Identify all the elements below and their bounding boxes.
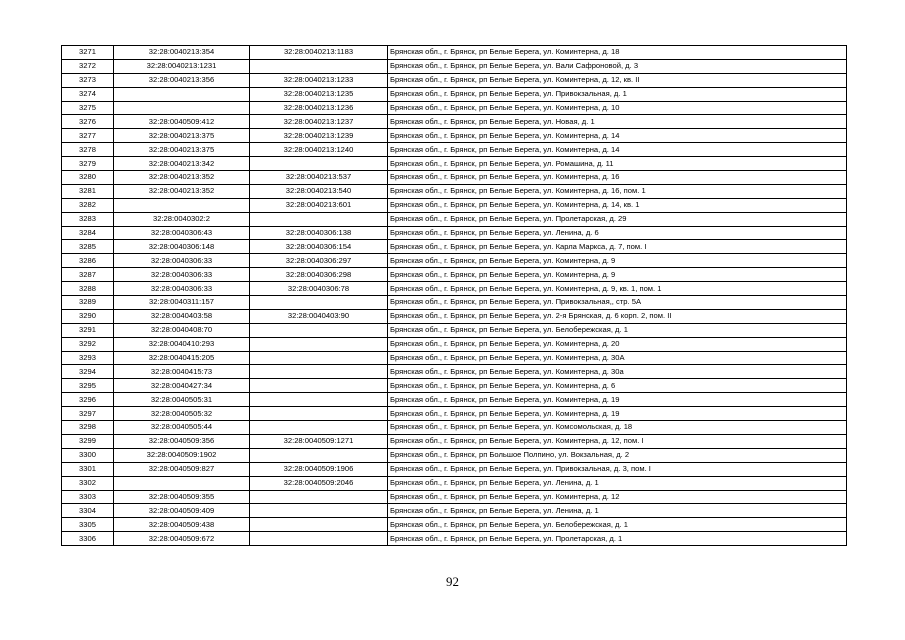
- table-row: [62, 504, 847, 518]
- object-cadastral-number-cell: 32:28:0040213:1233: [250, 73, 388, 87]
- address-cell: Брянская обл., г. Брянск, рп Белые Берега, ул. Вали Сафроновой, д. 3: [388, 59, 847, 73]
- land-cadastral-number-cell: 32:28:0040415:205: [114, 351, 250, 365]
- row-number-cell: 3287: [62, 268, 114, 282]
- land-cadastral-number-cell: 32:28:0040408:70: [114, 323, 250, 337]
- address-cell: Брянская обл., г. Брянск, рп Белые Берега, ул. Коминтерна, д. 18: [388, 46, 847, 60]
- object-cadastral-number-cell: 32:28:0040213:1237: [250, 115, 388, 129]
- land-cadastral-number-cell: 32:28:0040213:352: [114, 184, 250, 198]
- land-cadastral-number-cell: 32:28:0040213:375: [114, 129, 250, 143]
- table-row: [62, 337, 847, 351]
- land-cadastral-number-cell: [114, 87, 250, 101]
- table-row: [62, 46, 847, 60]
- address-cell: Брянская обл., г. Брянск, рп Белые Берега, ул. Коминтерна, д. 20: [388, 337, 847, 351]
- address-cell: Брянская обл., г. Брянск, рп Белые Берега, ул. Ленина, д. 1: [388, 476, 847, 490]
- object-cadastral-number-cell: [250, 157, 388, 171]
- table-row: [62, 143, 847, 157]
- row-number-cell: 3279: [62, 157, 114, 171]
- address-cell: Брянская обл., г. Брянск, рп Белые Берега, ул. Коминтерна, д. 16: [388, 171, 847, 185]
- address-cell: Брянская обл., г. Брянск, рп Белые Берега, ул. Ленина, д. 6: [388, 226, 847, 240]
- object-cadastral-number-cell: [250, 393, 388, 407]
- table-row: [62, 254, 847, 268]
- address-cell: Брянская обл., г. Брянск, рп Белые Берега, ул. Коминтерна, д. 14: [388, 143, 847, 157]
- object-cadastral-number-cell: [250, 518, 388, 532]
- object-cadastral-number-cell: 32:28:0040306:138: [250, 226, 388, 240]
- row-number-cell: 3277: [62, 129, 114, 143]
- row-number-cell: 3294: [62, 365, 114, 379]
- address-cell: Брянская обл., г. Брянск, рп Белые Берега, ул. Коминтерна, д. 14: [388, 129, 847, 143]
- table-row: [62, 421, 847, 435]
- table-row: [62, 59, 847, 73]
- row-number-cell: 3304: [62, 504, 114, 518]
- object-cadastral-number-cell: 32:28:0040509:1271: [250, 434, 388, 448]
- address-cell: Брянская обл., г. Брянск, рп Белые Берега, ул. Коминтерна, д. 19: [388, 407, 847, 421]
- row-number-cell: 3293: [62, 351, 114, 365]
- object-cadastral-number-cell: [250, 323, 388, 337]
- land-cadastral-number-cell: 32:28:0040213:356: [114, 73, 250, 87]
- land-cadastral-number-cell: 32:28:0040213:375: [114, 143, 250, 157]
- address-cell: Брянская обл., г. Брянск, рп Белые Берега, ул. Коминтерна, д. 14, кв. 1: [388, 198, 847, 212]
- object-cadastral-number-cell: 32:28:0040213:540: [250, 184, 388, 198]
- object-cadastral-number-cell: 32:28:0040306:78: [250, 282, 388, 296]
- land-cadastral-number-cell: 32:28:0040302:2: [114, 212, 250, 226]
- address-cell: Брянская обл., г. Брянск, рп Белые Берега, ул. Белобережская, д. 1: [388, 323, 847, 337]
- address-cell: Брянская обл., г. Брянск, рп Белые Берега, ул. Коминтерна, д. 19: [388, 393, 847, 407]
- address-cell: Брянская обл., г. Брянск, рп Белые Берега, ул. Белобережская, д. 1: [388, 518, 847, 532]
- table-row: [62, 351, 847, 365]
- address-cell: Брянская обл., г. Брянск, рп Белые Берега, ул. Коминтерна, д. 9: [388, 268, 847, 282]
- address-cell: Брянская обл., г. Брянск, рп Белые Берега, ул. Ленина, д. 1: [388, 504, 847, 518]
- object-cadastral-number-cell: 32:28:0040213:601: [250, 198, 388, 212]
- table-row: [62, 282, 847, 296]
- table-row: [62, 184, 847, 198]
- object-cadastral-number-cell: 32:28:0040306:298: [250, 268, 388, 282]
- address-cell: Брянская обл., г. Брянск, рп Белые Берега, ул. Коминтерна, д. 30а: [388, 365, 847, 379]
- land-cadastral-number-cell: 32:28:0040505:31: [114, 393, 250, 407]
- object-cadastral-number-cell: [250, 407, 388, 421]
- land-cadastral-number-cell: 32:28:0040415:73: [114, 365, 250, 379]
- object-cadastral-number-cell: [250, 296, 388, 310]
- row-number-cell: 3278: [62, 143, 114, 157]
- object-cadastral-number-cell: [250, 532, 388, 546]
- address-cell: Брянская обл., г. Брянск, рп Белые Берега, ул. Коминтерна, д. 12: [388, 490, 847, 504]
- row-number-cell: 3297: [62, 407, 114, 421]
- table-row: [62, 157, 847, 171]
- land-cadastral-number-cell: 32:28:0040410:293: [114, 337, 250, 351]
- object-cadastral-number-cell: [250, 59, 388, 73]
- page-number: 92: [446, 574, 459, 589]
- table-row: [62, 490, 847, 504]
- table-row: [62, 240, 847, 254]
- land-cadastral-number-cell: [114, 101, 250, 115]
- table-row: [62, 518, 847, 532]
- object-cadastral-number-cell: 32:28:0040403:90: [250, 309, 388, 323]
- table-row: [62, 101, 847, 115]
- land-cadastral-number-cell: 32:28:0040306:33: [114, 254, 250, 268]
- row-number-cell: 3302: [62, 476, 114, 490]
- address-cell: Брянская обл., г. Брянск, рп Белые Берега, ул. Коминтерна, д. 6: [388, 379, 847, 393]
- address-cell: Брянская обл., г. Брянск, рп Белые Берега, ул. Пролетарская, д. 1: [388, 532, 847, 546]
- land-cadastral-number-cell: 32:28:0040505:44: [114, 421, 250, 435]
- table-row: [62, 115, 847, 129]
- land-cadastral-number-cell: 32:28:0040509:412: [114, 115, 250, 129]
- row-number-cell: 3276: [62, 115, 114, 129]
- table-row: [62, 226, 847, 240]
- land-cadastral-number-cell: 32:28:0040509:438: [114, 518, 250, 532]
- address-cell: Брянская обл., г. Брянск, рп Белые Берега, ул. Комсомольская, д. 18: [388, 421, 847, 435]
- object-cadastral-number-cell: [250, 337, 388, 351]
- land-cadastral-number-cell: 32:28:0040306:43: [114, 226, 250, 240]
- land-cadastral-number-cell: 32:28:0040306:148: [114, 240, 250, 254]
- row-number-cell: 3271: [62, 46, 114, 60]
- object-cadastral-number-cell: 32:28:0040213:1235: [250, 87, 388, 101]
- object-cadastral-number-cell: 32:28:0040509:2046: [250, 476, 388, 490]
- land-cadastral-number-cell: 32:28:0040509:355: [114, 490, 250, 504]
- registry-table-body: [62, 46, 847, 546]
- row-number-cell: 3284: [62, 226, 114, 240]
- object-cadastral-number-cell: 32:28:0040213:1240: [250, 143, 388, 157]
- land-cadastral-number-cell: 32:28:0040509:672: [114, 532, 250, 546]
- address-cell: Брянская обл., г. Брянск, рп Белые Берега, ул. Пролетарская, д. 29: [388, 212, 847, 226]
- object-cadastral-number-cell: 32:28:0040213:537: [250, 171, 388, 185]
- table-row: [62, 393, 847, 407]
- address-cell: Брянская обл., г. Брянск, рп Белые Берега, ул. Привокзальная,, стр. 5А: [388, 296, 847, 310]
- table-row: [62, 129, 847, 143]
- row-number-cell: 3292: [62, 337, 114, 351]
- row-number-cell: 3289: [62, 296, 114, 310]
- object-cadastral-number-cell: [250, 365, 388, 379]
- row-number-cell: 3285: [62, 240, 114, 254]
- address-cell: Брянская обл., г. Брянск, рп Белые Берега, ул. Новая, д. 1: [388, 115, 847, 129]
- row-number-cell: 3274: [62, 87, 114, 101]
- land-cadastral-number-cell: [114, 198, 250, 212]
- row-number-cell: 3282: [62, 198, 114, 212]
- table-row: [62, 407, 847, 421]
- address-cell: Брянская обл., г. Брянск, рп Белые Берега, ул. Коминтерна, д. 12, пом. I: [388, 434, 847, 448]
- row-number-cell: 3295: [62, 379, 114, 393]
- land-cadastral-number-cell: 32:28:0040306:33: [114, 268, 250, 282]
- row-number-cell: 3288: [62, 282, 114, 296]
- land-cadastral-number-cell: 32:28:0040427:34: [114, 379, 250, 393]
- address-cell: Брянская обл., г. Брянск, рп Белые Берега, ул. Привокзальная, д. 3, пом. I: [388, 462, 847, 476]
- table-row: [62, 434, 847, 448]
- table-row: [62, 87, 847, 101]
- address-cell: Брянская обл., г. Брянск, рп Белые Берега, ул. Коминтерна, д. 9, кв. 1, пом. 1: [388, 282, 847, 296]
- land-cadastral-number-cell: 32:28:0040213:354: [114, 46, 250, 60]
- object-cadastral-number-cell: [250, 212, 388, 226]
- row-number-cell: 3300: [62, 448, 114, 462]
- object-cadastral-number-cell: 32:28:0040213:1183: [250, 46, 388, 60]
- row-number-cell: 3306: [62, 532, 114, 546]
- address-cell: Брянская обл., г. Брянск, рп Белые Берега, ул. 2-я Брянская, д. 6 корп. 2, пом. II: [388, 309, 847, 323]
- table-row: [62, 532, 847, 546]
- row-number-cell: 3275: [62, 101, 114, 115]
- object-cadastral-number-cell: [250, 351, 388, 365]
- object-cadastral-number-cell: [250, 421, 388, 435]
- object-cadastral-number-cell: [250, 448, 388, 462]
- registry-table: [61, 45, 847, 546]
- row-number-cell: 3301: [62, 462, 114, 476]
- address-cell: Брянская обл., г. Брянск, рп Белые Берега, ул. Коминтерна, д. 10: [388, 101, 847, 115]
- object-cadastral-number-cell: [250, 379, 388, 393]
- table-row: [62, 309, 847, 323]
- table-row: [62, 379, 847, 393]
- land-cadastral-number-cell: 32:28:0040213:352: [114, 171, 250, 185]
- row-number-cell: 3280: [62, 171, 114, 185]
- address-cell: Брянская обл., г. Брянск, рп Белые Берега, ул. Карла Маркса, д. 7, пом. I: [388, 240, 847, 254]
- land-cadastral-number-cell: 32:28:0040509:409: [114, 504, 250, 518]
- row-number-cell: 3299: [62, 434, 114, 448]
- table-row: [62, 198, 847, 212]
- table-row: [62, 323, 847, 337]
- object-cadastral-number-cell: [250, 504, 388, 518]
- object-cadastral-number-cell: 32:28:0040213:1236: [250, 101, 388, 115]
- address-cell: Брянская обл., г. Брянск, рп Большое Полпино, ул. Вокзальная, д. 2: [388, 448, 847, 462]
- row-number-cell: 3291: [62, 323, 114, 337]
- land-cadastral-number-cell: 32:28:0040509:827: [114, 462, 250, 476]
- table-row: [62, 212, 847, 226]
- address-cell: Брянская обл., г. Брянск, рп Белые Берега, ул. Привокзальная, д. 1: [388, 87, 847, 101]
- row-number-cell: 3272: [62, 59, 114, 73]
- table-row: [62, 448, 847, 462]
- land-cadastral-number-cell: 32:28:0040311:157: [114, 296, 250, 310]
- table-row: [62, 171, 847, 185]
- row-number-cell: 3273: [62, 73, 114, 87]
- object-cadastral-number-cell: 32:28:0040509:1906: [250, 462, 388, 476]
- row-number-cell: 3303: [62, 490, 114, 504]
- row-number-cell: 3281: [62, 184, 114, 198]
- object-cadastral-number-cell: 32:28:0040213:1239: [250, 129, 388, 143]
- table-row: [62, 365, 847, 379]
- land-cadastral-number-cell: [114, 476, 250, 490]
- table-row: [62, 476, 847, 490]
- land-cadastral-number-cell: 32:28:0040213:1231: [114, 59, 250, 73]
- table-row: [62, 296, 847, 310]
- land-cadastral-number-cell: 32:28:0040509:1902: [114, 448, 250, 462]
- land-cadastral-number-cell: 32:28:0040213:342: [114, 157, 250, 171]
- object-cadastral-number-cell: 32:28:0040306:154: [250, 240, 388, 254]
- land-cadastral-number-cell: 32:28:0040509:356: [114, 434, 250, 448]
- table-row: [62, 462, 847, 476]
- land-cadastral-number-cell: 32:28:0040403:58: [114, 309, 250, 323]
- row-number-cell: 3298: [62, 421, 114, 435]
- row-number-cell: 3296: [62, 393, 114, 407]
- land-cadastral-number-cell: 32:28:0040505:32: [114, 407, 250, 421]
- table-row: [62, 268, 847, 282]
- table-row: [62, 73, 847, 87]
- object-cadastral-number-cell: [250, 490, 388, 504]
- row-number-cell: 3283: [62, 212, 114, 226]
- row-number-cell: 3290: [62, 309, 114, 323]
- land-cadastral-number-cell: 32:28:0040306:33: [114, 282, 250, 296]
- object-cadastral-number-cell: 32:28:0040306:297: [250, 254, 388, 268]
- address-cell: Брянская обл., г. Брянск, рп Белые Берега, ул. Коминтерна, д. 30А: [388, 351, 847, 365]
- address-cell: Брянская обл., г. Брянск, рп Белые Берега, ул. Ромашина, д. 11: [388, 157, 847, 171]
- row-number-cell: 3305: [62, 518, 114, 532]
- address-cell: Брянская обл., г. Брянск, рп Белые Берега, ул. Коминтерна, д. 16, пом. 1: [388, 184, 847, 198]
- row-number-cell: 3286: [62, 254, 114, 268]
- address-cell: Брянская обл., г. Брянск, рп Белые Берега, ул. Коминтерна, д. 9: [388, 254, 847, 268]
- address-cell: Брянская обл., г. Брянск, рп Белые Берега, ул. Коминтерна, д. 12, кв. II: [388, 73, 847, 87]
